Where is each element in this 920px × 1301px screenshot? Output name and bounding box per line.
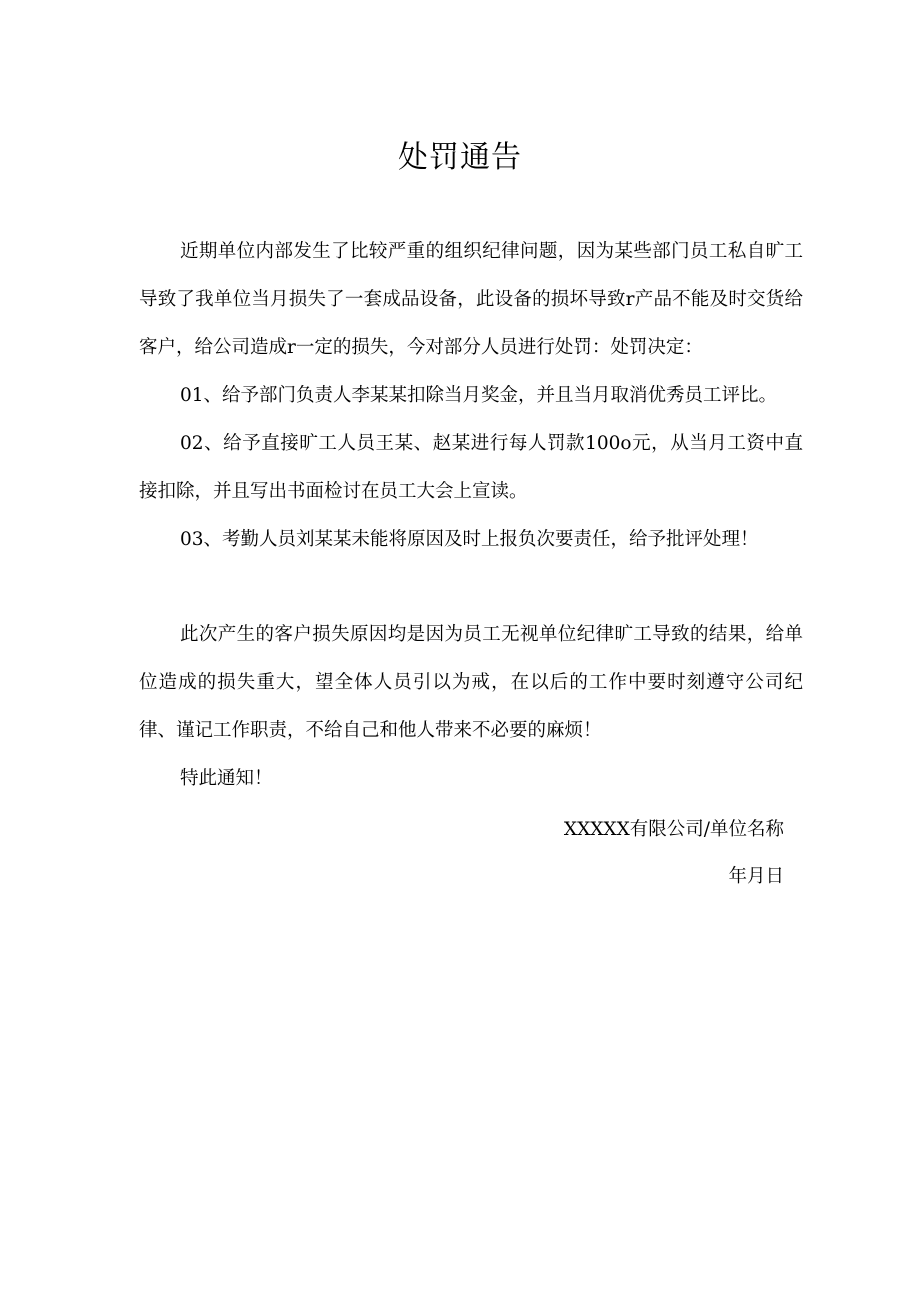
paragraph-item-01: 01、给予部门负责人李某某扣除当月奖金，并且当月取消优秀员工评比。 xyxy=(180,385,778,406)
notice-body-top xyxy=(139,228,803,564)
paragraph-item-03: 03、考勤人员刘某某未能将原因及时上报负次要责任，给予批评处理！ xyxy=(180,529,759,550)
signature-date: 年月日 xyxy=(728,866,784,887)
paragraph-closing: 特此通知！ xyxy=(180,768,273,789)
paragraph-intro: 近期单位内部发生了比较严重的组织纪律问题，因为某些部门员工私自旷工导致了我单位当月损失了一套成品设备，此设备的损坏导致r产品不能及时交货给客户，给公司造成r一定的损失，今对部分人员进行处罚：处罚决定： xyxy=(139,241,803,358)
paragraph-item-02: 02、给予直接旷工人员王某、赵某进行每人罚款100o元，从当月工资中直接扣除，并且写出书面检讨在员工大会上宣读。 xyxy=(139,433,803,502)
document-title: 处罚通告 xyxy=(398,140,522,175)
paragraph-conclusion: 此次产生的客户损失原因均是因为员工无视单位纪律旷工导致的结果，给单位造成的损失重大，望全体人员引以为戒，在以后的工作中要时刻遵守公司纪律、谨记工作职责，不给自己和他人带来不必要的麻烦！ xyxy=(139,624,803,741)
signature-company: XXXXX有限公司/单位名称 xyxy=(563,819,784,840)
notice-body-bottom xyxy=(139,611,803,803)
